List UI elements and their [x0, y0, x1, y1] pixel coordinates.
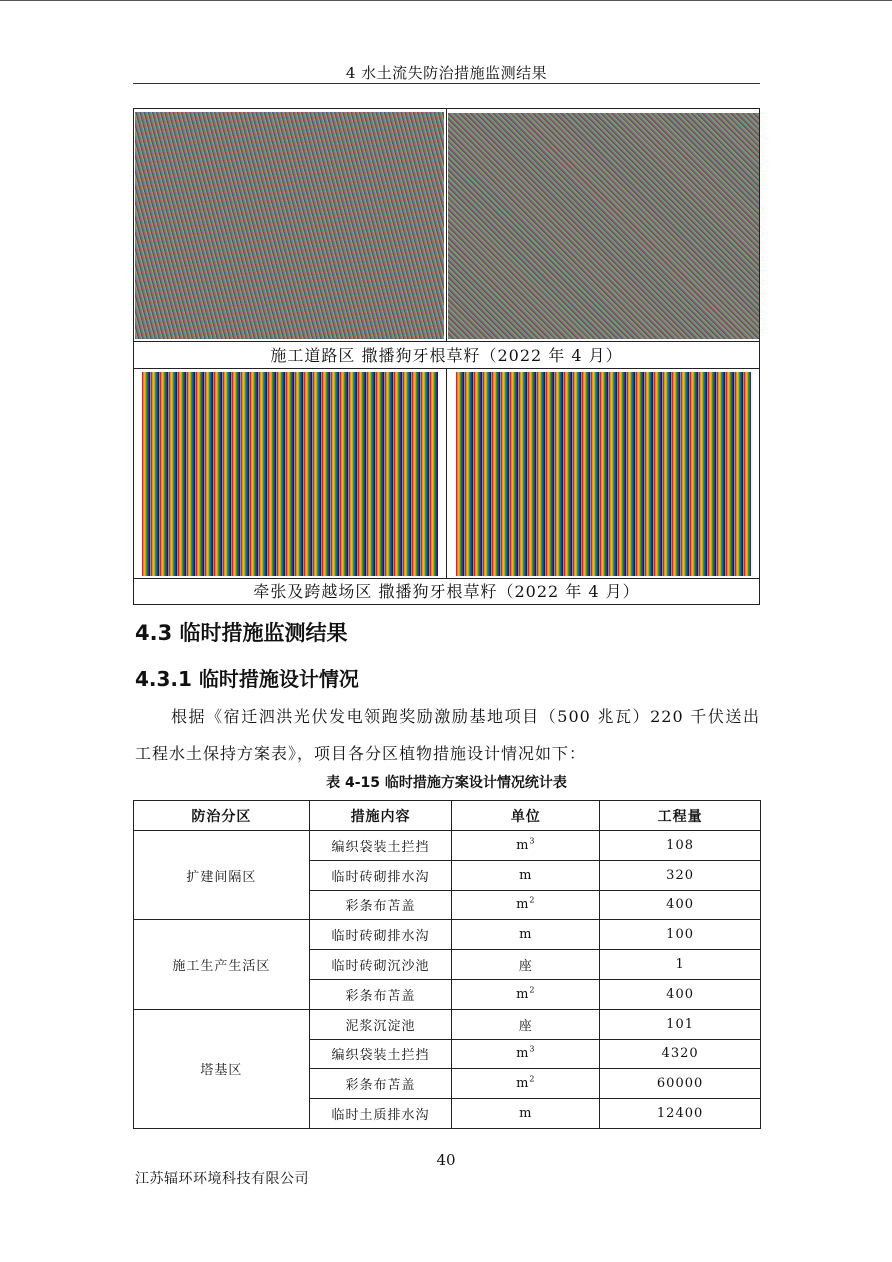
section-title: 4.3 临时措施监测结果	[135, 621, 348, 645]
photo-caption-2: 牵张及跨越场区 撒播狗牙根草籽（2022 年 4 月）	[134, 578, 759, 604]
measures-table	[133, 800, 761, 1129]
measure-cell: 彩条布苫盖	[309, 979, 452, 1009]
subsection-title: 4.3.1 临时措施设计情况	[135, 667, 359, 691]
unit-exponent: 3	[529, 836, 536, 846]
unit-text: m	[516, 1046, 530, 1062]
column-header-zone: 防治分区	[134, 801, 310, 831]
photo-cell	[134, 109, 446, 341]
photo-tension-area-left	[142, 372, 438, 576]
unit-text: m	[516, 1076, 530, 1092]
unit-exponent: 3	[529, 1045, 536, 1055]
unit-text: m	[516, 897, 530, 913]
table-header-row	[134, 801, 761, 831]
unit-exponent: 2	[529, 1074, 536, 1084]
photo-cell	[446, 109, 759, 341]
unit-cell	[452, 920, 600, 950]
measure-cell: 临时砖砌排水沟	[309, 860, 452, 890]
column-header-quantity: 工程量	[600, 801, 761, 831]
photo-caption-1: 施工道路区 撒播狗牙根草籽（2022 年 4 月）	[134, 341, 759, 368]
unit-text: 座	[518, 959, 533, 975]
column-header-unit: 单位	[452, 801, 600, 831]
photo-cell	[134, 369, 446, 578]
unit-exponent: 2	[529, 896, 536, 906]
unit-cell	[452, 890, 600, 920]
column-header-measure: 措施内容	[309, 801, 452, 831]
photo-row-1	[134, 109, 759, 341]
unit-exponent: 2	[529, 985, 536, 995]
zone-cell: 塔基区	[134, 1009, 310, 1128]
measure-cell: 临时砖砌排水沟	[309, 920, 452, 950]
unit-text: m	[519, 1106, 533, 1122]
photo-road-area-right	[448, 113, 759, 339]
photo-road-area-left	[135, 112, 444, 339]
measure-cell: 临时砖砌沉沙池	[309, 950, 452, 980]
zone-cell: 施工生产生活区	[134, 920, 310, 1009]
quantity-cell: 108	[600, 831, 761, 861]
running-header: 4 水土流失防治措施监测结果	[345, 64, 548, 82]
measure-cell: 编织袋装土拦挡	[309, 1039, 452, 1069]
quantity-cell: 1	[600, 950, 761, 980]
header-rule	[133, 83, 760, 84]
photo-tension-area-right	[456, 372, 751, 576]
quantity-cell: 101	[600, 1009, 761, 1039]
unit-text: m	[516, 837, 530, 853]
unit-cell	[452, 831, 600, 861]
unit-cell	[452, 860, 600, 890]
quantity-cell: 320	[600, 860, 761, 890]
unit-text: m	[519, 867, 533, 883]
quantity-cell: 4320	[600, 1039, 761, 1069]
page-top-border	[0, 0, 892, 1]
body-paragraph: 根据《宿迁泗洪光伏发电领跑奖励激励基地项目（500 兆瓦）220 千伏送出工程水土保持方案表》，项目各分区植物措施设计情况如下：	[135, 707, 760, 763]
measure-cell: 编织袋装土拦挡	[309, 831, 452, 861]
unit-text: m	[519, 927, 533, 943]
measure-cell: 泥浆沉淀池	[309, 1009, 452, 1039]
footer-company: 江苏辐环环境科技有限公司	[135, 1171, 309, 1187]
photo-cell	[446, 369, 759, 578]
zone-cell: 扩建间隔区	[134, 831, 310, 920]
measure-cell: 彩条布苫盖	[309, 1069, 452, 1099]
unit-cell	[452, 1069, 600, 1099]
unit-cell	[452, 1039, 600, 1069]
measure-cell: 彩条布苫盖	[309, 890, 452, 920]
photo-row-2	[134, 368, 759, 578]
unit-cell	[452, 1009, 600, 1039]
measure-cell: 临时土质排水沟	[309, 1099, 452, 1129]
table-row	[134, 920, 761, 950]
quantity-cell: 100	[600, 920, 761, 950]
unit-cell	[452, 950, 600, 980]
quantity-cell: 400	[600, 979, 761, 1009]
unit-text: m	[516, 986, 530, 1002]
quantity-cell: 400	[600, 890, 761, 920]
table-row	[134, 831, 761, 861]
table-caption: 表 4-15 临时措施方案设计情况统计表	[326, 775, 567, 791]
unit-cell	[452, 1099, 600, 1129]
quantity-cell: 60000	[600, 1069, 761, 1099]
table-row	[134, 1009, 761, 1039]
photo-table	[133, 108, 760, 605]
quantity-cell: 12400	[600, 1099, 761, 1129]
page-number: 40	[436, 1151, 456, 1169]
unit-cell	[452, 979, 600, 1009]
unit-text: 座	[518, 1018, 533, 1034]
